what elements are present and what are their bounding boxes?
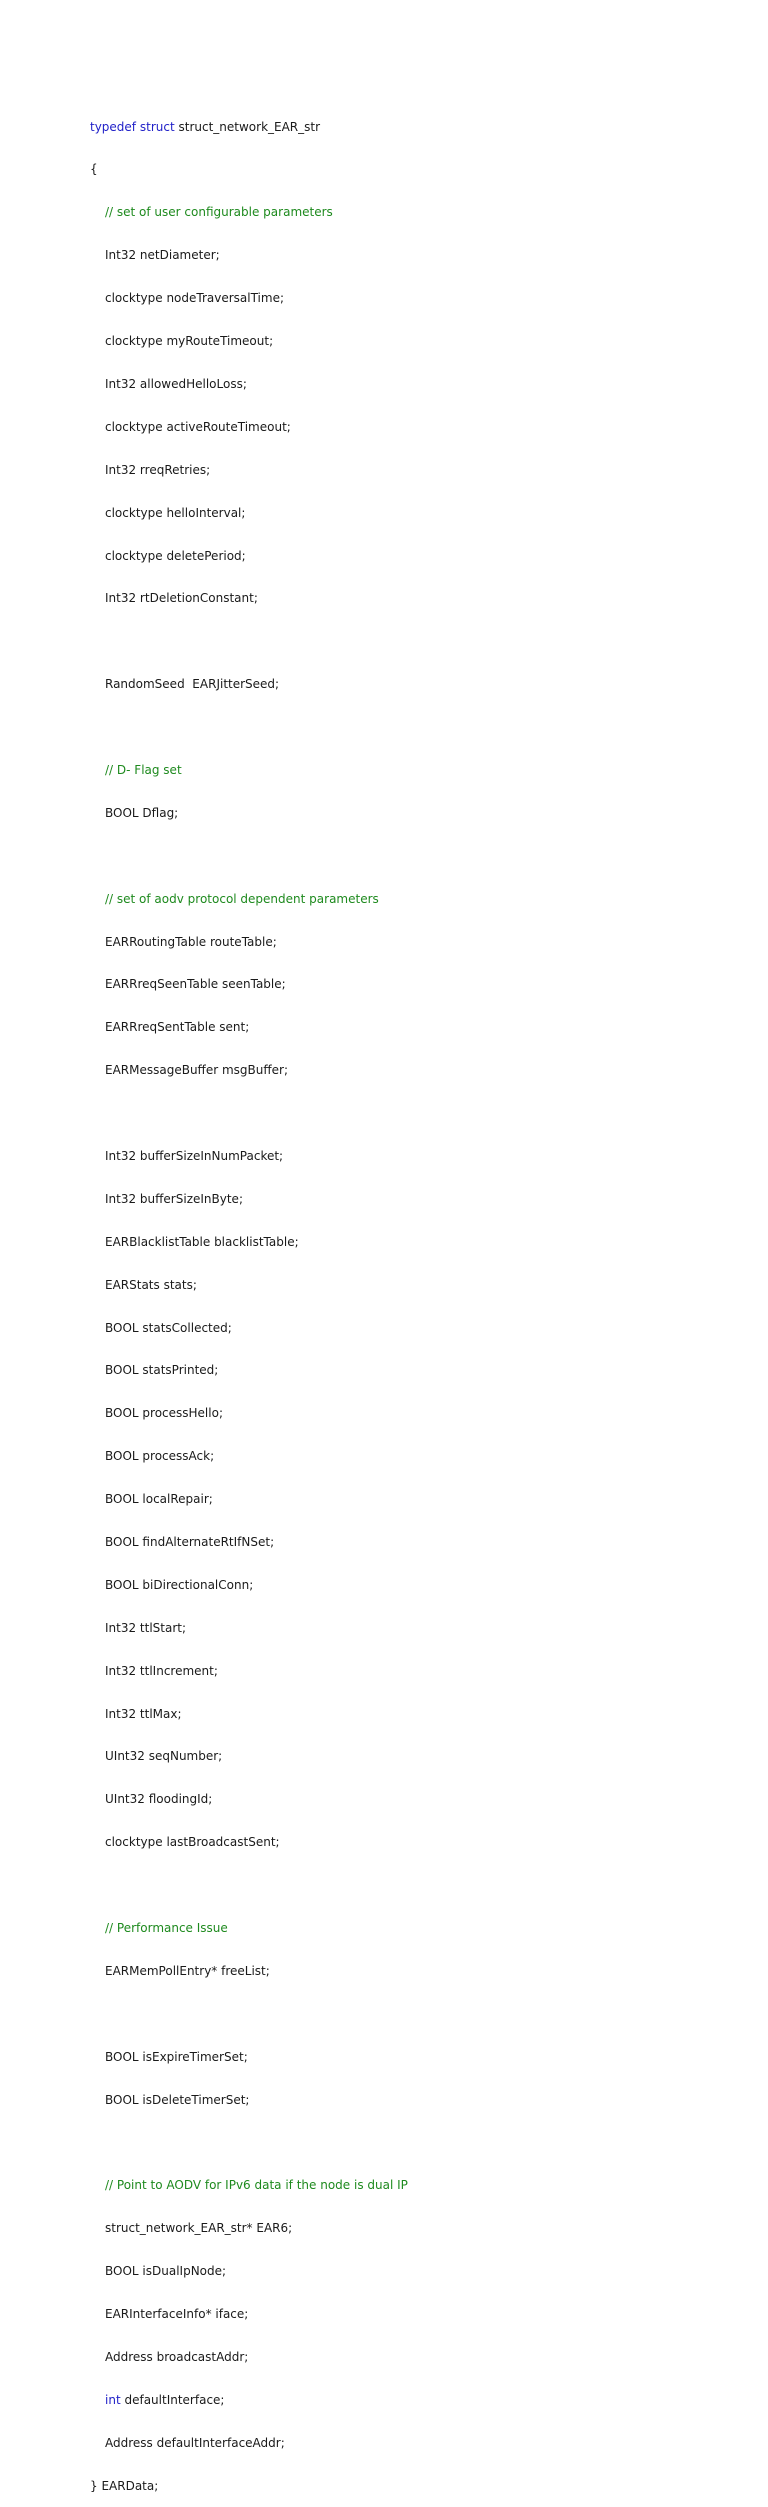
comment-ipv6: // Point to AODV for IPv6 data if the node is dual IP: [105, 2178, 408, 2193]
code-line: UInt32 seqNumber;: [105, 1749, 223, 1764]
code-line: struct_network_EAR_str* EAR6;: [105, 2221, 293, 2236]
comment-performance: // Performance Issue: [105, 1921, 228, 1935]
code-line-typedef: [90, 120, 408, 134]
code-line: EARMemPollEntry* freeList;: [105, 1963, 270, 1978]
code-line-close: } EARData;: [90, 2478, 159, 2493]
code-line: Int32 allowedHelloLoss;: [105, 376, 247, 391]
keyword-int: int: [105, 2392, 121, 2407]
code-line: EARRreqSeenTable seenTable;: [105, 977, 286, 992]
blank-line: [90, 2135, 408, 2149]
code-line: EARInterfaceInfo* iface;: [105, 2307, 249, 2322]
code-line: EARStats stats;: [105, 1277, 197, 1292]
blank-line: [90, 2007, 408, 2021]
code-line: EARRoutingTable routeTable;: [105, 934, 277, 949]
keyword-typedef: typedef: [90, 119, 137, 134]
code-line: Int32 bufferSizeInNumPacket;: [105, 1148, 284, 1163]
code-line: Int32 netDiameter;: [105, 248, 220, 263]
code-line: RandomSeed EARJitterSeed;: [105, 677, 280, 692]
comment-user-params: // set of user configurable parameters: [105, 205, 333, 220]
code-line: Int32 ttlIncrement;: [105, 1663, 218, 1678]
code-line: EARMessageBuffer msgBuffer;: [105, 1063, 288, 1078]
comment-aodv-params: // set of aodv protocol dependent parameters: [105, 891, 379, 906]
code-line: Int32 rreqRetries;: [105, 462, 211, 477]
code-line: Int32 ttlMax;: [105, 1706, 182, 1721]
code-line: BOOL processAck;: [105, 1449, 215, 1464]
code-line: Address defaultInterfaceAddr;: [105, 2435, 285, 2450]
code-line: BOOL processHello;: [105, 1406, 223, 1421]
code-line: Int32 rtDeletionConstant;: [105, 591, 258, 606]
code-line: UInt32 floodingId;: [105, 1792, 213, 1807]
code-line: clocktype deletePeriod;: [105, 548, 246, 563]
code-line-open-brace: {: [90, 162, 98, 177]
blank-line: [90, 720, 408, 734]
code-line: EARBlacklistTable blacklistTable;: [105, 1234, 299, 1249]
code-line: BOOL Dflag;: [105, 805, 179, 820]
code-line: BOOL statsPrinted;: [105, 1363, 219, 1378]
blank-line: [90, 1878, 408, 1892]
code-line: clocktype activeRouteTimeout;: [105, 419, 291, 434]
code-line: BOOL localRepair;: [105, 1492, 213, 1507]
code-text: defaultInterface;: [120, 2392, 225, 2407]
code-line: BOOL isExpireTimerSet;: [105, 2049, 248, 2064]
code-line: clocktype lastBroadcastSent;: [105, 1835, 280, 1850]
code-line: BOOL statsCollected;: [105, 1320, 232, 1335]
code-listing: [90, 91, 408, 2507]
code-line: Int32 bufferSizeInByte;: [105, 1191, 243, 1206]
blank-line: [90, 1106, 408, 1120]
code-line: BOOL isDualIpNode;: [105, 2264, 227, 2279]
code-line: clocktype helloInterval;: [105, 505, 246, 520]
code-line: BOOL biDirectionalConn;: [105, 1577, 254, 1592]
code-line: BOOL findAlternateRtIfNSet;: [105, 1534, 275, 1549]
code-line: clocktype myRouteTimeout;: [105, 334, 274, 349]
code-line: Int32 ttlStart;: [105, 1620, 187, 1635]
code-line: Address broadcastAddr;: [105, 2349, 249, 2364]
comment-dflag: // D- Flag set: [105, 762, 182, 777]
code-line: EARRreqSentTable sent;: [105, 1020, 250, 1035]
blank-line: [90, 849, 408, 863]
keyword-struct: struct: [139, 119, 175, 134]
code-line-default-interface: [90, 2393, 408, 2407]
code-line: clocktype nodeTraversalTime;: [105, 291, 285, 306]
code-line: BOOL isDeleteTimerSet;: [105, 2092, 250, 2107]
struct-name: struct_network_EAR_str: [174, 119, 321, 134]
blank-line: [90, 634, 408, 648]
